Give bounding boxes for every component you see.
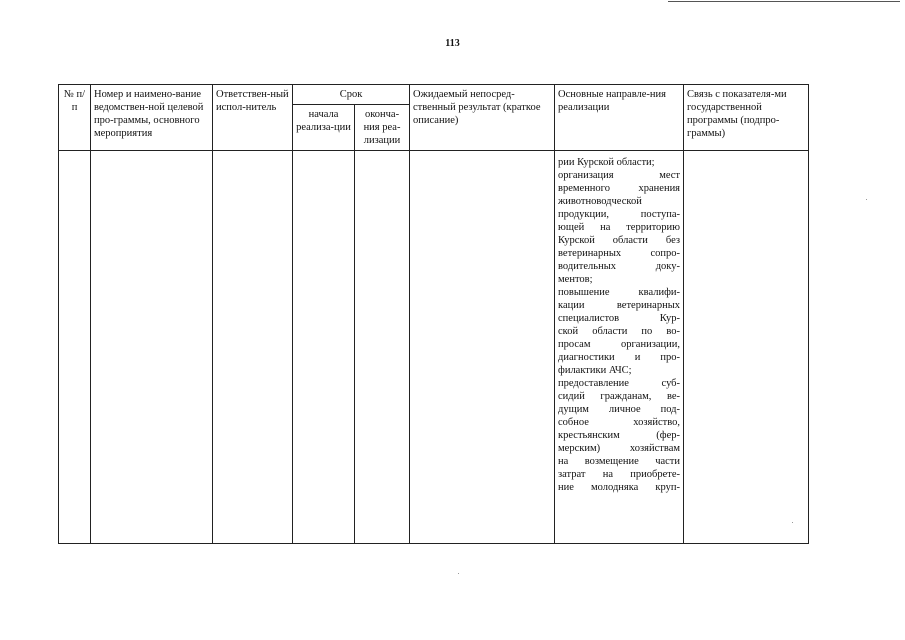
cell-num [59, 151, 91, 544]
directions-line: предоставление суб- [558, 378, 681, 389]
scan-speck [866, 199, 867, 200]
program-table [58, 84, 809, 544]
header-link: Связь с показателя-ми государственной программы (подпро-граммы) [684, 85, 809, 151]
header-responsible: Ответствен-ный испол-нитель [213, 85, 293, 151]
directions-line: ние молодняка круп- [558, 482, 681, 493]
directions-line: водительных доку- [558, 261, 681, 272]
directions-line: организация мест [558, 170, 681, 181]
directions-line: ветеринарных сопро- [558, 248, 681, 259]
directions-line: крестьянским (фер- [558, 430, 681, 441]
directions-line: продукции, поступа- [558, 209, 681, 220]
directions-line: временного хранения [558, 183, 681, 194]
directions-line: дущим личное под- [558, 404, 681, 415]
directions-line: кации ветеринарных [558, 300, 681, 311]
directions-line: Курской области без [558, 235, 681, 246]
directions-line: просам организации, [558, 339, 681, 350]
header-name: Номер и наимено-вание ведомствен-ной целевой про-граммы, основного мероприятия [91, 85, 213, 151]
cell-responsible [213, 151, 293, 544]
cell-link [684, 151, 809, 544]
cell-result [410, 151, 555, 544]
directions-line: филактики АЧС; [558, 365, 632, 376]
top-rule [668, 1, 900, 2]
directions-line: мерским) хозяйствам [558, 443, 681, 454]
directions-line: ской области по во- [558, 326, 681, 337]
cell-term-end [355, 151, 410, 544]
header-directions: Основные направле-ния реализации [555, 85, 684, 151]
table-row [59, 151, 809, 544]
header-term-start: начала реализа-ции [293, 105, 355, 151]
directions-line: ментов; [558, 274, 593, 285]
header-result: Ожидаемый непосред-ственный результат (краткое описание) [410, 85, 555, 151]
directions-line: специалистов Кур- [558, 313, 681, 324]
header-num: № п/п [59, 85, 91, 151]
scan-speck [458, 573, 459, 574]
directions-line: собное хозяйство, [558, 417, 681, 428]
header-row [59, 85, 809, 105]
scan-speck [792, 522, 793, 523]
directions-line: повышение квалифи- [558, 287, 681, 298]
directions-line: ющей на территорию [558, 222, 681, 233]
directions-line: животноводческой [558, 196, 642, 207]
directions-line: рии Курской области; [558, 157, 655, 168]
directions-line: сидий гражданам, ве- [558, 391, 681, 402]
cell-directions [555, 151, 684, 544]
directions-line: затрат на приобрете- [558, 469, 681, 480]
header-term-end: оконча-ния реа-лизации [355, 105, 410, 151]
directions-line: на возмещение части [558, 456, 681, 467]
directions-line: диагностики и про- [558, 352, 681, 363]
cell-name [91, 151, 213, 544]
page-number: 113 [445, 38, 460, 49]
header-term: Срок [293, 85, 410, 105]
cell-term-start [293, 151, 355, 544]
